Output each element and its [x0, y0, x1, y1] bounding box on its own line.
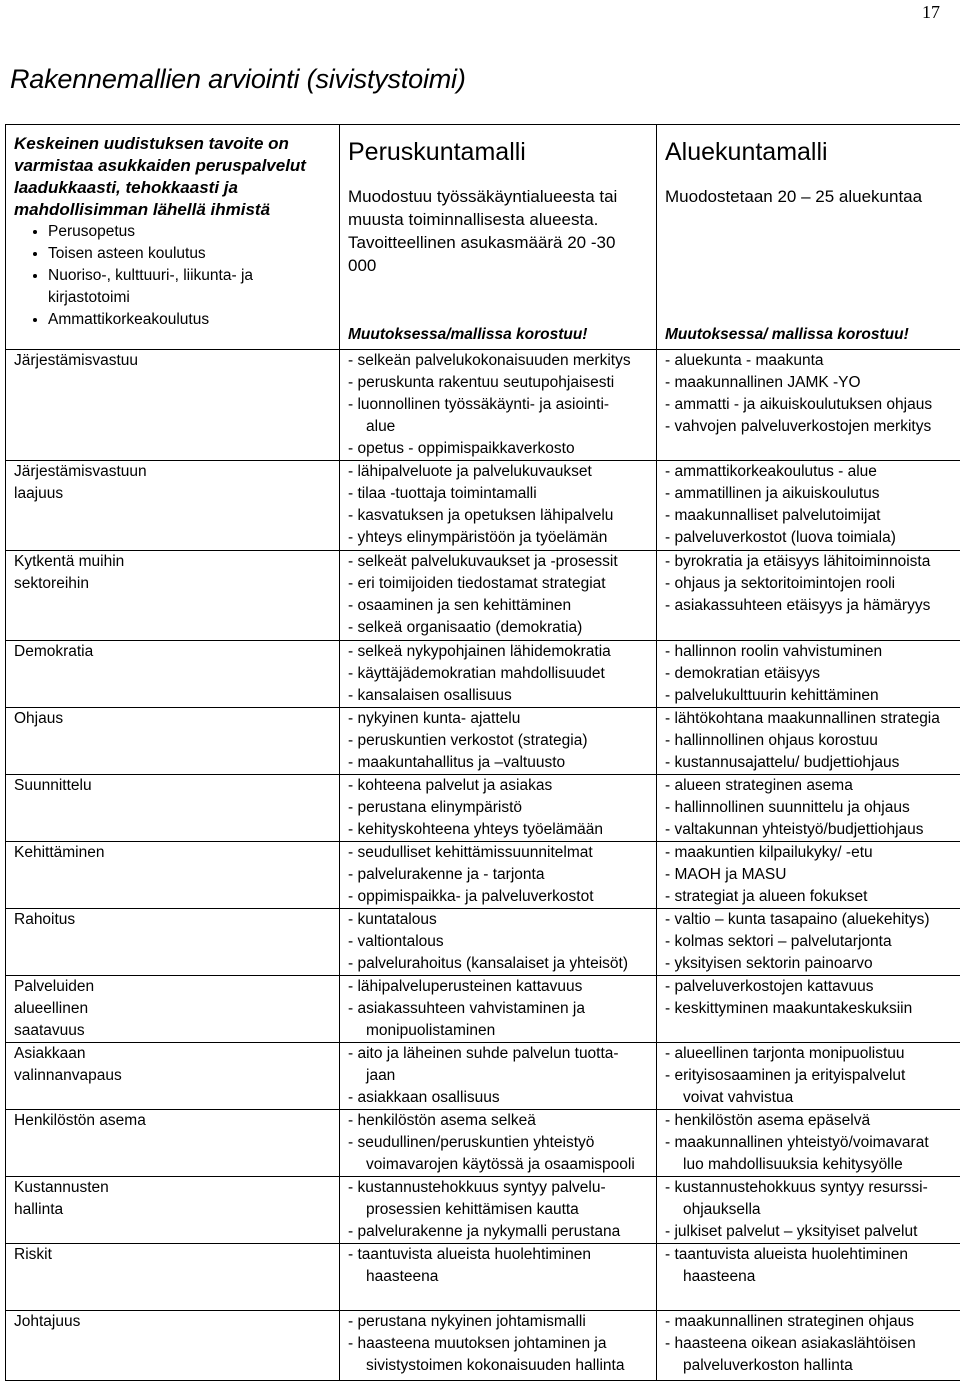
peruskunta-line: alue [366, 418, 396, 435]
criteria-row [6, 350, 960, 461]
aluekunta-line: - yksityisen sektorin painoarvo [665, 955, 873, 972]
aluekunta-line: - ammatti - ja aikuiskoulutuksen ohjaus [665, 396, 933, 413]
peruskunta-line: - selkeät palvelukuvaukset ja -prosessit [348, 553, 618, 570]
peruskunta-title: Peruskuntamalli [348, 138, 526, 166]
aluekunta-line: - kustannusajattelu/ budjettiohjaus [665, 754, 900, 771]
peruskunta-line: - osaaminen ja sen kehittäminen [348, 597, 572, 614]
aluekunta-line: - maakunnallinen strateginen ohjaus [665, 1313, 915, 1330]
criteria-row [6, 1311, 960, 1381]
criteria-row [6, 775, 960, 842]
criteria-label: Palveluiden alueellinen saatavuus [14, 978, 95, 1039]
peruskunta-line: - asiakassuhteen vahvistaminen ja [348, 1000, 585, 1017]
criteria-label-cell [6, 1043, 340, 1110]
peruskunta-cell [340, 1043, 657, 1110]
aluekunta-cell [657, 551, 960, 641]
aluekunta-line: - maakunnalliset palvelutoimijat [665, 507, 881, 524]
criteria-label: Johtajuus [14, 1313, 81, 1330]
aluekunta-header-cell [657, 125, 960, 350]
peruskunta-line: - haasteena muutoksen johtaminen ja [348, 1335, 607, 1352]
peruskunta-line: jaan [366, 1067, 396, 1084]
page-number: 17 [922, 2, 940, 22]
aluekunta-line: - maakunnallinen yhteistyö/voimavarat [665, 1134, 929, 1151]
aluekunta-line: - MAOH ja MASU [665, 866, 787, 883]
aluekunta-line: - hallinnollinen ohjaus korostuu [665, 732, 878, 749]
goal-cell [6, 125, 340, 350]
peruskunta-line: - taantuvista alueista huolehtiminen [348, 1246, 591, 1263]
aluekunta-line: - valtio – kunta tasapaino (aluekehitys) [665, 911, 930, 928]
aluekunta-line: - ammattikorkeakoulutus - alue [665, 463, 877, 480]
comparison-table [5, 124, 960, 1381]
aluekunta-cell [657, 775, 960, 842]
peruskunta-cell [340, 1177, 657, 1244]
aluekunta-cell [657, 909, 960, 976]
peruskunta-line: - selkeä nykypohjainen lähidemokratia [348, 643, 611, 660]
criteria-label: Järjestämisvastuun laajuus [14, 463, 147, 502]
peruskunta-line: sivistystoimen kokonaisuuden hallinta [366, 1357, 625, 1374]
peruskunta-line: - kuntatalous [348, 911, 437, 928]
peruskunta-line: - palvelurahoitus (kansalaiset ja yhteisöt) [348, 955, 628, 972]
criteria-label: Kehittäminen [14, 844, 105, 861]
criteria-label: Asiakkaan valinnanvapaus [14, 1045, 122, 1084]
criteria-row [6, 1244, 960, 1311]
peruskunta-cell [340, 909, 657, 976]
aluekunta-cell [657, 641, 960, 708]
peruskunta-line: - selkeä organisaatio (demokratia) [348, 619, 583, 636]
aluekunta-cell [657, 708, 960, 775]
peruskunta-line: - peruskunta rakentuu seutupohjaisesti [348, 374, 615, 391]
criteria-row [6, 842, 960, 909]
peruskunta-line: - kasvatuksen ja opetuksen lähipalvelu [348, 507, 614, 524]
criteria-row [6, 976, 960, 1043]
peruskunta-cell [340, 1244, 657, 1311]
aluekunta-line: - palveluverkostot (luova toimiala) [665, 529, 896, 546]
peruskunta-line: - maakuntahallitus ja –valtuusto [348, 754, 566, 771]
peruskunta-note: Muutoksessa/mallissa korostuu! [348, 326, 588, 343]
aluekunta-line: - ohjaus ja sektoritoimintojen rooli [665, 575, 896, 592]
criteria-row [6, 708, 960, 775]
peruskunta-line: - perustana nykyinen johtamismalli [348, 1313, 586, 1330]
peruskunta-cell [340, 976, 657, 1043]
aluekunta-line: luo mahdollisuuksia kehitysyölle [683, 1156, 903, 1173]
peruskunta-line: - palvelurakenne ja - tarjonta [348, 866, 545, 883]
criteria-label-cell [6, 641, 340, 708]
criteria-label: Riskit [14, 1246, 52, 1263]
aluekunta-line: - keskittyminen maakuntakeskuksiin [665, 1000, 913, 1017]
peruskunta-cell [340, 350, 657, 461]
aluekunta-line: - henkilöstön asema epäselvä [665, 1112, 871, 1129]
aluekunta-line: voivat vahvistua [683, 1089, 794, 1106]
aluekunta-line: - julkiset palvelut – yksityiset palvelut [665, 1223, 918, 1240]
aluekunta-note: Muutoksessa/ mallissa korostuu! [665, 326, 909, 343]
criteria-label-cell [6, 1177, 340, 1244]
peruskunta-line: - kansalaisen osallisuus [348, 687, 512, 704]
criteria-label-cell [6, 350, 340, 461]
criteria-label: Järjestämisvastuu [14, 352, 139, 369]
peruskunta-cell [340, 1110, 657, 1177]
service-list [14, 221, 339, 331]
peruskunta-line: - valtiontalous [348, 933, 444, 950]
criteria-label-cell [6, 551, 340, 641]
page-title: Rakennemallien arviointi (sivistystoimi) [10, 64, 466, 94]
peruskunta-line: - kehityskohteena yhteys työelämään [348, 821, 604, 838]
criteria-row [6, 909, 960, 976]
criteria-row [6, 551, 960, 641]
criteria-label-cell [6, 909, 340, 976]
aluekunta-line: - ammatillinen ja aikuiskoulutus [665, 485, 880, 502]
criteria-label: Kustannusten hallinta [14, 1179, 109, 1218]
aluekunta-line: palveluverkoston hallinta [683, 1357, 853, 1374]
aluekunta-cell [657, 350, 960, 461]
aluekunta-cell [657, 1110, 960, 1177]
aluekunta-line: - alueellinen tarjonta monipuolistuu [665, 1045, 905, 1062]
aluekunta-cell [657, 1177, 960, 1244]
peruskunta-line: - luonnollinen työssäkäynti- ja asiointi- [348, 396, 610, 413]
aluekunta-line: - kustannustehokkuus syntyy resurssi- [665, 1179, 928, 1196]
aluekunta-title: Aluekuntamalli [665, 138, 828, 166]
criteria-row [6, 1043, 960, 1110]
service-item: • Toisen asteen koulutus [48, 243, 339, 265]
peruskunta-cell [340, 551, 657, 641]
aluekunta-line: haasteena [683, 1268, 756, 1285]
service-item: • Perusopetus [48, 221, 339, 243]
aluekunta-line: - alueen strateginen asema [665, 777, 853, 794]
peruskunta-line: - perustana elinympäristö [348, 799, 523, 816]
aluekunta-line: - maakuntien kilpailukyky/ -etu [665, 844, 873, 861]
aluekunta-line: - haasteena oikean asiakaslähtöisen [665, 1335, 916, 1352]
criteria-label-cell [6, 461, 340, 551]
header-row [6, 125, 960, 350]
aluekunta-cell [657, 1244, 960, 1311]
peruskunta-line: - lähipalveluperusteinen kattavuus [348, 978, 583, 995]
peruskunta-line: - aito ja läheinen suhde palvelun tuotta- [348, 1045, 619, 1062]
criteria-label: Ohjaus [14, 710, 64, 727]
aluekunta-line: - demokratian etäisyys [665, 665, 821, 682]
criteria-label: Suunnittelu [14, 777, 92, 794]
aluekunta-line: ohjauksella [683, 1201, 761, 1218]
peruskunta-line: - eri toimijoiden tiedostamat strategiat [348, 575, 606, 592]
peruskunta-cell [340, 775, 657, 842]
peruskunta-line: - opetus - oppimispaikkaverkosto [348, 440, 575, 457]
aluekunta-line: - taantuvista alueista huolehtiminen [665, 1246, 908, 1263]
criteria-label-cell [6, 708, 340, 775]
criteria-label: Rahoitus [14, 911, 76, 928]
criteria-row [6, 641, 960, 708]
aluekunta-line: - palveluverkostojen kattavuus [665, 978, 874, 995]
aluekunta-cell [657, 1311, 960, 1381]
aluekunta-line: - vahvojen palveluverkostojen merkitys [665, 418, 932, 435]
criteria-row [6, 1110, 960, 1177]
aluekunta-line: - hallinnon roolin vahvistuminen [665, 643, 883, 660]
aluekunta-line: - aluekunta - maakunta [665, 352, 824, 369]
peruskunta-desc: Muodostuu työssäkäyntialueesta tai muusta toiminnallisesta alueesta. Tavoitteellinen asukasmäärä 20 -30 000 [348, 187, 618, 275]
peruskunta-line: prosessien kehittämisen kautta [366, 1201, 579, 1218]
peruskunta-line: haasteena [366, 1268, 439, 1285]
criteria-label-cell [6, 1244, 340, 1311]
service-item: • Nuoriso-, kulttuuri-, liikunta- ja kirjastotoimi [48, 265, 339, 309]
peruskunta-line: - lähipalveluote ja palvelukuvaukset [348, 463, 592, 480]
peruskunta-line: - henkilöstön asema selkeä [348, 1112, 536, 1129]
goal-text: Keskeinen uudistuksen tavoite on varmistaa asukkaiden peruspalvelut laadukkaasti, tehokkaasti ja mahdollisimman lähellä ihmistä [14, 134, 306, 219]
aluekunta-line: - palvelukulttuurin kehittäminen [665, 687, 879, 704]
aluekunta-line: - asiakassuhteen etäisyys ja hämäryys [665, 597, 931, 614]
peruskunta-line: - selkeän palvelukokonaisuuden merkitys [348, 352, 631, 369]
service-item: • Ammattikorkeakoulutus [48, 309, 339, 331]
peruskunta-cell [340, 641, 657, 708]
criteria-label-cell [6, 1311, 340, 1381]
aluekunta-line: - maakunnallinen JAMK -YO [665, 374, 861, 391]
peruskunta-line: - yhteys elinympäristöön ja työelämän [348, 529, 608, 546]
peruskunta-line: - seudullinen/peruskuntien yhteistyö [348, 1134, 595, 1151]
criteria-label: Henkilöstön asema [14, 1112, 146, 1129]
peruskunta-line: - tilaa -tuottaja toimintamalli [348, 485, 537, 502]
criteria-label-cell [6, 775, 340, 842]
peruskunta-cell [340, 1311, 657, 1381]
aluekunta-cell [657, 461, 960, 551]
peruskunta-line: monipuolistaminen [366, 1022, 496, 1039]
criteria-row [6, 1177, 960, 1244]
aluekunta-cell [657, 842, 960, 909]
peruskunta-line: voimavarojen käytössä ja osaamispooli [366, 1156, 635, 1173]
peruskunta-line: - asiakkaan osallisuus [348, 1089, 500, 1106]
aluekunta-cell [657, 1043, 960, 1110]
peruskunta-line: - kustannustehokkuus syntyy palvelu- [348, 1179, 606, 1196]
peruskunta-header-cell [340, 125, 657, 350]
aluekunta-line: - valtakunnan yhteistyö/budjettiohjaus [665, 821, 924, 838]
criteria-label-cell [6, 976, 340, 1043]
peruskunta-line: - kohteena palvelut ja asiakas [348, 777, 553, 794]
peruskunta-cell [340, 842, 657, 909]
aluekunta-cell [657, 976, 960, 1043]
criteria-label: Kytkentä muihin sektoreihin [14, 553, 125, 592]
peruskunta-line: - oppimispaikka- ja palveluverkostot [348, 888, 594, 905]
peruskunta-line: - seudulliset kehittämissuunnitelmat [348, 844, 593, 861]
aluekunta-desc: Muodostetaan 20 – 25 aluekuntaa [665, 187, 923, 206]
peruskunta-line: - peruskuntien verkostot (strategia) [348, 732, 588, 749]
aluekunta-line: - erityisosaaminen ja erityispalvelut [665, 1067, 906, 1084]
peruskunta-cell [340, 461, 657, 551]
aluekunta-line: - strategiat ja alueen fokukset [665, 888, 868, 905]
peruskunta-line: - nykyinen kunta- ajattelu [348, 710, 521, 727]
peruskunta-cell [340, 708, 657, 775]
criteria-row [6, 461, 960, 551]
criteria-label-cell [6, 1110, 340, 1177]
criteria-label-cell [6, 842, 340, 909]
aluekunta-line: - lähtökohtana maakunnallinen strategia [665, 710, 940, 727]
aluekunta-line: - hallinnollinen suunnittelu ja ohjaus [665, 799, 910, 816]
peruskunta-line: - palvelurakenne ja nykymalli perustana [348, 1223, 621, 1240]
peruskunta-line: - käyttäjädemokratian mahdollisuudet [348, 665, 605, 682]
criteria-label: Demokratia [14, 643, 94, 660]
aluekunta-line: - kolmas sektori – palvelutarjonta [665, 933, 892, 950]
aluekunta-line: - byrokratia ja etäisyys lähitoiminnoista [665, 553, 931, 570]
